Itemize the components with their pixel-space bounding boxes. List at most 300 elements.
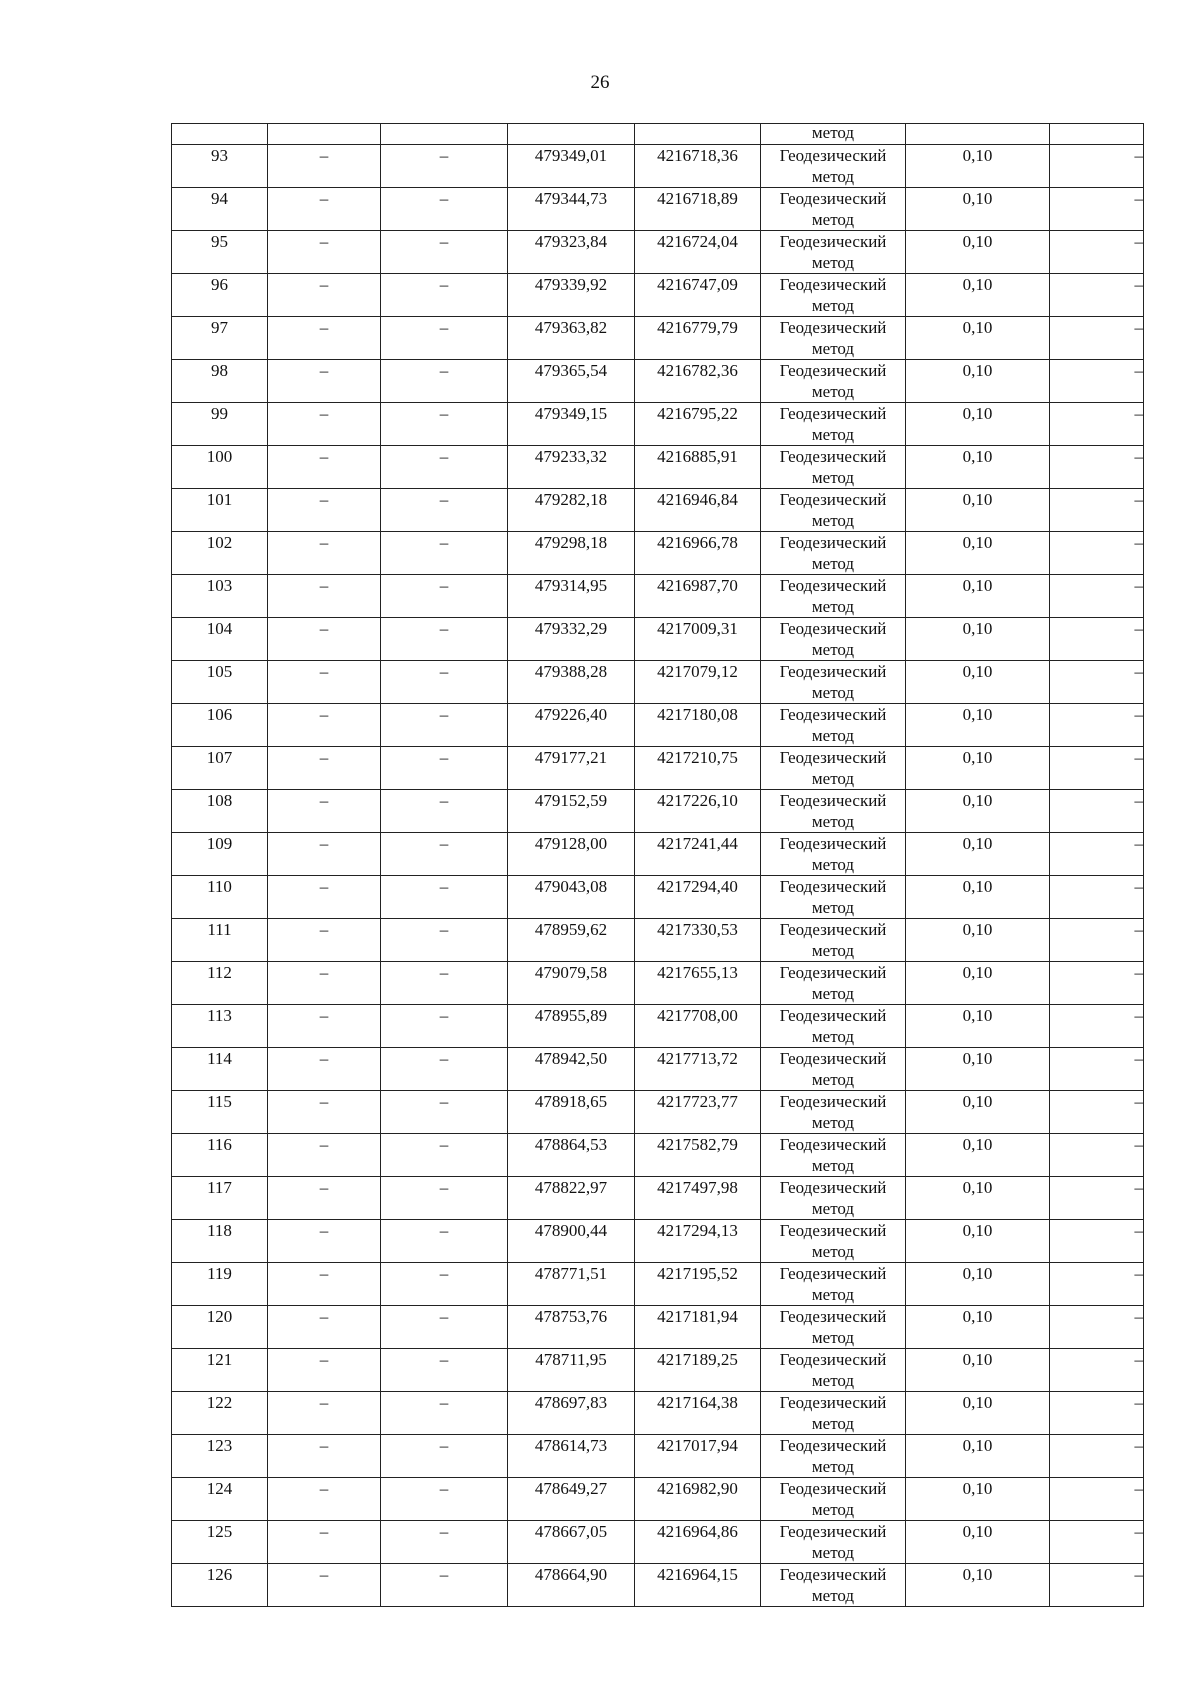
method-line-2: метод [811,1156,855,1175]
method-line-2: метод [811,984,855,1003]
cell-dash-last: – [1050,876,1144,919]
method-line-1: Геодезический [779,877,887,896]
cell-dash: – [268,575,381,618]
table-row [172,489,1144,532]
cell-dash-last: – [1050,661,1144,704]
cell-dash-last: – [1050,1435,1144,1478]
cell-y-coordinate: 4216718,89 [635,188,761,231]
method-line-2: метод [811,339,855,358]
cell-dash-last: – [1050,1521,1144,1564]
cell-y-coordinate: 4216982,90 [635,1478,761,1521]
cell-y-coordinate: 4217330,53 [635,919,761,962]
cell-accuracy: 0,10 [906,231,1050,274]
cell-method [761,360,906,403]
cell-point-number: 115 [172,1091,268,1134]
cell-point-number: 105 [172,661,268,704]
method-line-1: Геодезический [779,1522,887,1541]
cell-dash-last: – [1050,962,1144,1005]
cell-point-number: 96 [172,274,268,317]
cell-point-number: 110 [172,876,268,919]
cell-dash: – [268,1220,381,1263]
cell-point-number: 95 [172,231,268,274]
method-line-2: метод [811,253,855,272]
cell-x-coordinate: 479233,32 [508,446,635,489]
cell-dash: – [381,231,508,274]
cell-dash: – [381,317,508,360]
method-line-2: метод [811,210,855,229]
cell-dash: – [268,747,381,790]
method-line-1: Геодезический [779,576,887,595]
table-row [172,1091,1144,1134]
cell-dash-last: – [1050,532,1144,575]
cell-method [761,790,906,833]
cell-y-coordinate: 4217241,44 [635,833,761,876]
cell-accuracy: 0,10 [906,1435,1050,1478]
method-line-1: Геодезический [779,232,887,251]
cell-method [761,1521,906,1564]
cell-y-coordinate: 4217582,79 [635,1134,761,1177]
cell-dash: – [381,360,508,403]
method-line-2: метод [811,1199,855,1218]
cell-dash: – [381,1134,508,1177]
cell-dash-last: – [1050,833,1144,876]
cell-accuracy: 0,10 [906,790,1050,833]
cell-point-number: 93 [172,145,268,188]
table-row [172,575,1144,618]
cell-x-coordinate: 478664,90 [508,1564,635,1607]
cell-dash: – [268,1091,381,1134]
table-row [172,833,1144,876]
cell-dash: – [268,1478,381,1521]
cell-dash: – [268,403,381,446]
method-line-1: Геодезический [779,189,887,208]
method-line-1: Геодезический [779,1393,887,1412]
method-line-1: Геодезический [779,275,887,294]
table-row [172,1435,1144,1478]
table-row [172,1134,1144,1177]
cell-x-coordinate: 479344,73 [508,188,635,231]
cell-dash: – [268,1435,381,1478]
cell-empty [508,124,635,145]
cell-dash: – [381,833,508,876]
cell-method [761,1091,906,1134]
cell-dash-last: – [1050,747,1144,790]
cell-empty [172,124,268,145]
cell-point-number: 106 [172,704,268,747]
cell-empty [1050,124,1144,145]
method-line-2: метод [811,1586,855,1605]
table-row [172,532,1144,575]
method-line-2: метод [811,769,855,788]
cell-y-coordinate: 4217713,72 [635,1048,761,1091]
cell-point-number: 123 [172,1435,268,1478]
cell-empty [268,124,381,145]
method-line-1: Геодезический [779,705,887,724]
cell-dash-last: – [1050,1005,1144,1048]
cell-dash-last: – [1050,1392,1144,1435]
cell-point-number: 102 [172,532,268,575]
cell-dash: – [268,919,381,962]
cell-accuracy: 0,10 [906,833,1050,876]
cell-method [761,1306,906,1349]
table-row [172,1564,1144,1607]
cell-x-coordinate: 478864,53 [508,1134,635,1177]
cell-y-coordinate: 4216885,91 [635,446,761,489]
cell-dash-last: – [1050,790,1144,833]
cell-y-coordinate: 4217180,08 [635,704,761,747]
cell-dash: – [268,188,381,231]
cell-method [761,661,906,704]
cell-accuracy: 0,10 [906,1521,1050,1564]
cell-dash: – [381,790,508,833]
method-line-2: метод [811,898,855,917]
cell-point-number: 112 [172,962,268,1005]
method-line-1: Геодезический [779,533,887,552]
method-line-2: метод [811,554,855,573]
cell-method [761,704,906,747]
cell-accuracy: 0,10 [906,919,1050,962]
cell-x-coordinate: 479314,95 [508,575,635,618]
cell-dash-last: – [1050,1048,1144,1091]
cell-accuracy: 0,10 [906,1306,1050,1349]
table-row [172,1048,1144,1091]
cell-dash: – [381,919,508,962]
cell-accuracy: 0,10 [906,1564,1050,1607]
method-line-2: метод [811,683,855,702]
method-line-2: метод [811,382,855,401]
method-line-1: Геодезический [779,447,887,466]
cell-point-number: 121 [172,1349,268,1392]
cell-dash-last: – [1050,274,1144,317]
method-line-2: метод [811,855,855,874]
cell-accuracy: 0,10 [906,661,1050,704]
cell-dash-last: – [1050,231,1144,274]
cell-x-coordinate: 478614,73 [508,1435,635,1478]
cell-dash: – [268,317,381,360]
method-line-1: Геодезический [779,748,887,767]
cell-accuracy: 0,10 [906,1177,1050,1220]
method-line-2: метод [811,1027,855,1046]
cell-point-number: 104 [172,618,268,661]
cell-y-coordinate: 4217723,77 [635,1091,761,1134]
cell-accuracy: 0,10 [906,1048,1050,1091]
cell-y-coordinate: 4216779,79 [635,317,761,360]
cell-accuracy: 0,10 [906,876,1050,919]
cell-dash-last: – [1050,145,1144,188]
cell-dash: – [381,446,508,489]
cell-dash: – [381,1263,508,1306]
cell-accuracy: 0,10 [906,403,1050,446]
cell-dash: – [381,1521,508,1564]
cell-accuracy: 0,10 [906,747,1050,790]
cell-dash: – [268,1177,381,1220]
cell-dash-last: – [1050,403,1144,446]
cell-dash: – [268,446,381,489]
cell-dash: – [268,1048,381,1091]
cell-accuracy: 0,10 [906,446,1050,489]
cell-dash: – [381,1220,508,1263]
cell-x-coordinate: 479079,58 [508,962,635,1005]
table-row [172,790,1144,833]
cell-dash: – [268,231,381,274]
cell-y-coordinate: 4217017,94 [635,1435,761,1478]
method-line-2: метод [811,296,855,315]
cell-dash-last: – [1050,1177,1144,1220]
cell-method [761,1349,906,1392]
cell-point-number: 97 [172,317,268,360]
method-line-1: Геодезический [779,146,887,165]
table-row [172,1220,1144,1263]
method-line-2: метод [811,1543,855,1562]
cell-point-number: 120 [172,1306,268,1349]
cell-dash: – [268,962,381,1005]
table-row [172,876,1144,919]
cell-dash: – [381,575,508,618]
coordinates-table [171,123,1144,1607]
method-line-2: метод [811,167,855,186]
cell-dash: – [268,790,381,833]
cell-method [761,231,906,274]
cell-dash: – [381,704,508,747]
cell-dash: – [381,1435,508,1478]
cell-x-coordinate: 479128,00 [508,833,635,876]
cell-x-coordinate: 478959,62 [508,919,635,962]
cell-dash: – [268,1392,381,1435]
cell-dash: – [268,489,381,532]
cell-point-number: 103 [172,575,268,618]
cell-x-coordinate: 479043,08 [508,876,635,919]
cell-x-coordinate: 479349,01 [508,145,635,188]
cell-accuracy: 0,10 [906,145,1050,188]
cell-point-number: 109 [172,833,268,876]
cell-point-number: 119 [172,1263,268,1306]
cell-y-coordinate: 4217226,10 [635,790,761,833]
cell-dash: – [268,661,381,704]
method-line-2: метод [811,511,855,530]
cell-dash: – [381,876,508,919]
method-line-1: Геодезический [779,1436,887,1455]
table-row [172,360,1144,403]
cell-x-coordinate: 479177,21 [508,747,635,790]
cell-dash-last: – [1050,1134,1144,1177]
cell-method [761,1220,906,1263]
cell-accuracy: 0,10 [906,704,1050,747]
cell-empty [635,124,761,145]
cell-dash-last: – [1050,575,1144,618]
cell-accuracy: 0,10 [906,489,1050,532]
cell-x-coordinate: 479226,40 [508,704,635,747]
cell-dash: – [268,876,381,919]
cell-method [761,274,906,317]
method-line-2: метод [811,1500,855,1519]
method-line-1: Геодезический [779,1264,887,1283]
cell-accuracy: 0,10 [906,575,1050,618]
cell-method [761,833,906,876]
page-number: 26 [590,72,610,93]
cell-dash: – [381,747,508,790]
cell-method [761,1048,906,1091]
method-line-1: Геодезический [779,920,887,939]
cell-y-coordinate: 4217497,98 [635,1177,761,1220]
cell-dash: – [268,360,381,403]
cell-point-number: 107 [172,747,268,790]
cell-dash: – [381,145,508,188]
cell-method [761,489,906,532]
cell-y-coordinate: 4217708,00 [635,1005,761,1048]
cell-point-number: 124 [172,1478,268,1521]
cell-method [761,188,906,231]
cell-dash: – [381,661,508,704]
cell-y-coordinate: 4216964,15 [635,1564,761,1607]
cell-point-number: 100 [172,446,268,489]
cell-x-coordinate: 478771,51 [508,1263,635,1306]
method-line-1: Геодезический [779,1565,887,1584]
cell-point-number: 126 [172,1564,268,1607]
cell-dash: – [268,1134,381,1177]
cell-point-number: 118 [172,1220,268,1263]
cell-y-coordinate: 4217210,75 [635,747,761,790]
cell-dash-last: – [1050,919,1144,962]
table-row [172,747,1144,790]
cell-y-coordinate: 4216724,04 [635,231,761,274]
cell-dash: – [268,1263,381,1306]
cell-method [761,876,906,919]
cell-dash: – [381,1091,508,1134]
cell-point-number: 99 [172,403,268,446]
table-row [172,446,1144,489]
cell-accuracy: 0,10 [906,274,1050,317]
cell-dash: – [381,962,508,1005]
cell-accuracy: 0,10 [906,962,1050,1005]
cell-dash-last: – [1050,1306,1144,1349]
cell-x-coordinate: 479388,28 [508,661,635,704]
cell-method [761,919,906,962]
cell-dash-last: – [1050,188,1144,231]
method-line-2: метод [811,941,855,960]
cell-dash-last: – [1050,1564,1144,1607]
cell-accuracy: 0,10 [906,1263,1050,1306]
method-line-2: метод [811,1414,855,1433]
cell-x-coordinate: 478711,95 [508,1349,635,1392]
method-line-2: метод [811,1457,855,1476]
cell-dash-last: – [1050,489,1144,532]
cell-x-coordinate: 478753,76 [508,1306,635,1349]
cell-dash: – [268,1306,381,1349]
cell-accuracy: 0,10 [906,1220,1050,1263]
cell-dash: – [381,1392,508,1435]
cell-point-number: 116 [172,1134,268,1177]
table-row [172,231,1144,274]
cell-dash: – [381,1177,508,1220]
cell-y-coordinate: 4217181,94 [635,1306,761,1349]
cell-accuracy: 0,10 [906,1349,1050,1392]
cell-accuracy: 0,10 [906,1091,1050,1134]
cell-y-coordinate: 4217189,25 [635,1349,761,1392]
cell-method [761,1392,906,1435]
cell-x-coordinate: 479339,92 [508,274,635,317]
method-line-2: метод [811,425,855,444]
cell-method [761,1263,906,1306]
cell-x-coordinate: 479323,84 [508,231,635,274]
table-row [172,1521,1144,1564]
cell-x-coordinate: 478822,97 [508,1177,635,1220]
cell-y-coordinate: 4216795,22 [635,403,761,446]
method-line-1: Геодезический [779,1350,887,1369]
cell-x-coordinate: 478955,89 [508,1005,635,1048]
cell-dash-last: – [1050,1220,1144,1263]
cell-dash: – [381,1478,508,1521]
cell-y-coordinate: 4216747,09 [635,274,761,317]
method-line-1: Геодезический [779,361,887,380]
method-line-1: Геодезический [779,1092,887,1111]
cell-dash: – [268,618,381,661]
cell-x-coordinate: 478667,05 [508,1521,635,1564]
cell-accuracy: 0,10 [906,532,1050,575]
cell-y-coordinate: 4217164,38 [635,1392,761,1435]
cell-method [761,532,906,575]
cell-empty [381,124,508,145]
cell-x-coordinate: 479298,18 [508,532,635,575]
table-row [172,919,1144,962]
cell-dash: – [381,1005,508,1048]
table-row [172,618,1144,661]
method-line-2: метод [811,1371,855,1390]
cell-dash: – [268,1564,381,1607]
method-line-1: Геодезический [779,1135,887,1154]
method-line-2: метод [811,1328,855,1347]
method-line-2: метод [811,597,855,616]
cell-x-coordinate: 479282,18 [508,489,635,532]
cell-dash-last: – [1050,360,1144,403]
continuation-row [172,124,1144,145]
cell-dash: – [381,1349,508,1392]
method-line-1: Геодезический [779,490,887,509]
cell-dash-last: – [1050,1478,1144,1521]
cell-y-coordinate: 4216718,36 [635,145,761,188]
cell-x-coordinate: 479365,54 [508,360,635,403]
table-row [172,1478,1144,1521]
cell-point-number: 111 [172,919,268,962]
cell-x-coordinate: 479332,29 [508,618,635,661]
cell-dash-last: – [1050,1349,1144,1392]
method-line-2: метод [811,468,855,487]
table-row [172,188,1144,231]
cell-dash: – [381,1048,508,1091]
method-line-1: Геодезический [779,791,887,810]
cell-dash: – [381,1564,508,1607]
cell-dash: – [381,489,508,532]
cell-point-number: 122 [172,1392,268,1435]
cell-y-coordinate: 4217079,12 [635,661,761,704]
cell-accuracy: 0,10 [906,1392,1050,1435]
cell-method [761,145,906,188]
method-line-2: метод [811,1070,855,1089]
cell-point-number: 125 [172,1521,268,1564]
method-line-2: метод [811,726,855,745]
cell-dash: – [268,1521,381,1564]
cell-accuracy: 0,10 [906,360,1050,403]
cell-y-coordinate: 4216964,86 [635,1521,761,1564]
method-line-1: Геодезический [779,619,887,638]
cell-dash: – [268,274,381,317]
cell-dash: – [268,833,381,876]
method-line-1: Геодезический [779,834,887,853]
cell-accuracy: 0,10 [906,1478,1050,1521]
method-line-2: метод [811,1242,855,1261]
method-line-1: Геодезический [779,1221,887,1240]
cell-method [761,1435,906,1478]
method-line-1: Геодезический [779,318,887,337]
